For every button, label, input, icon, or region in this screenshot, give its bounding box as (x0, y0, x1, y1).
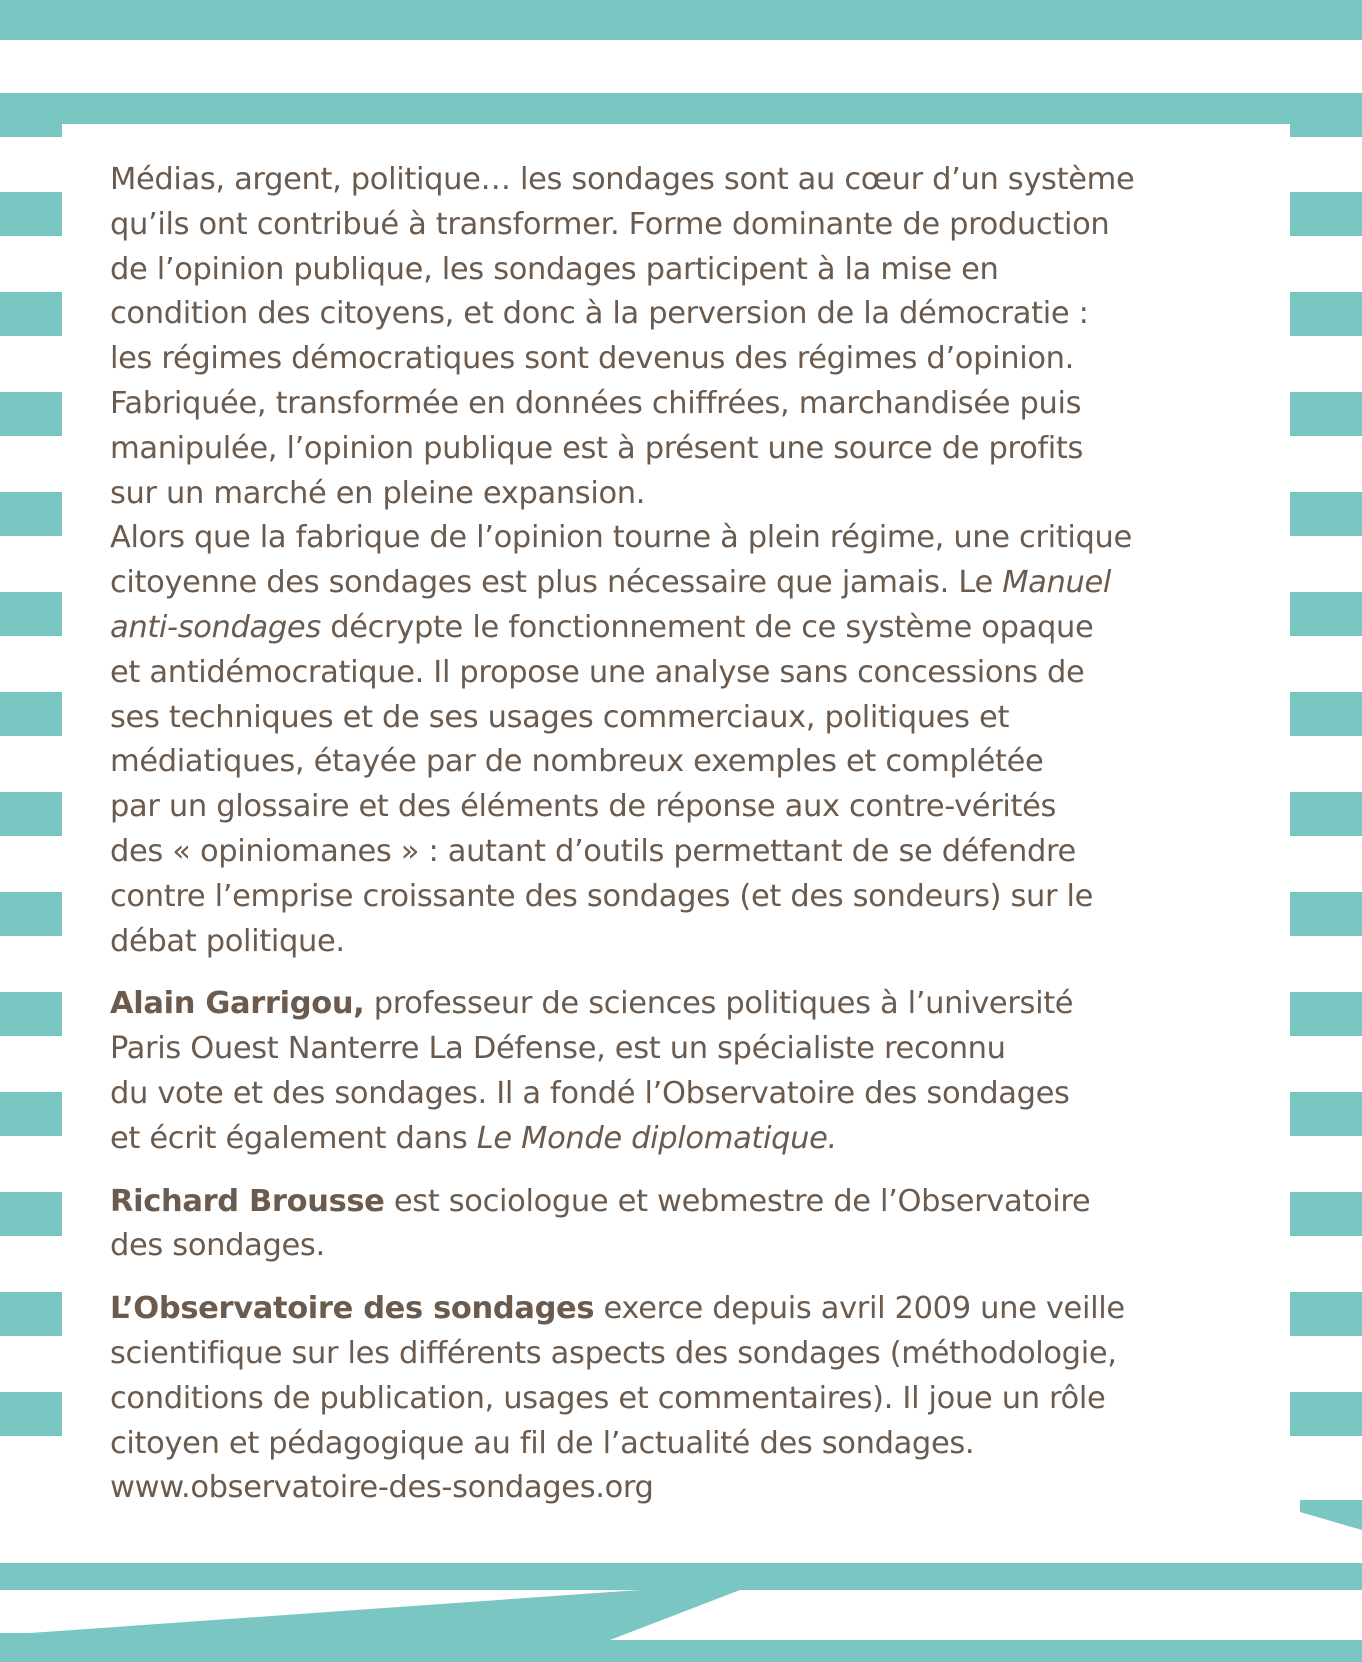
book-title-part1: Manuel (1002, 565, 1112, 601)
text-segment: et écrit également dans (110, 1120, 477, 1156)
text-line: citoyen et pédagogique au fil de l’actualité des sondages. (110, 1425, 975, 1461)
paragraph-observatoire (110, 1287, 1270, 1511)
text-line: sur un marché en pleine expansion. (110, 475, 646, 511)
bottom-band (0, 1563, 1362, 1662)
website-url: www.observatoire-des-sondages.org (110, 1470, 654, 1506)
text-line: manipulée, l’opinion publique est à présent une source de profits (110, 430, 1084, 466)
text-segment: exerce depuis avril 2009 une veille (594, 1291, 1125, 1327)
text-line: qu’ils ont contribué à transformer. Forme dominante de production (110, 206, 1110, 242)
text-line: et antidémocratique. Il propose une analyse sans concessions de (110, 654, 1085, 690)
bottom-right-arrow (1300, 1500, 1362, 1530)
text-line (110, 561, 1270, 606)
text-line: contre l’emprise croissante des sondages (et des sondeurs) sur le (110, 878, 1094, 914)
text-line (110, 1287, 1270, 1332)
text-segment: citoyenne des sondages est plus nécessaire que jamais. Le (110, 565, 1003, 601)
text-line: débat politique. (110, 923, 345, 959)
text-line: scientifique sur les différents aspects des sondages (méthodologie, (110, 1335, 1117, 1371)
text-line: de l’opinion publique, les sondages participent à la mise en (110, 251, 999, 287)
text-segment: est sociologue et webmestre de l’Observatoire (384, 1183, 1091, 1219)
back-cover-text (110, 158, 1270, 1511)
text-line: médiatiques, étayée par de nombreux exemples et complétée (110, 744, 1044, 780)
book-title-part2: anti-sondages (110, 609, 321, 645)
text-segment: décrypte le fonctionnement de ce système opaque (320, 609, 1094, 645)
paragraph-description (110, 158, 1270, 964)
text-line: des « opiniomanes » : autant d’outils permettant de se défendre (110, 833, 1076, 869)
text-line: par un glossaire et des éléments de réponse aux contre-vérités (110, 789, 1057, 825)
author-name: Alain Garrigou, (110, 986, 365, 1022)
text-line (110, 606, 1270, 651)
text-line (110, 1180, 1270, 1225)
organization-name: L’Observatoire des sondages (110, 1291, 595, 1327)
text-line: les régimes démocratiques sont devenus des régimes d’opinion. (110, 341, 1074, 377)
text-line: du vote et des sondages. Il a fondé l’Observatoire des sondages (110, 1075, 1070, 1111)
text-line: Paris Ouest Nanterre La Défense, est un spécialiste reconnu (110, 1031, 1006, 1067)
text-line: Médias, argent, politique… les sondages sont au cœur d’un système (110, 162, 1135, 197)
text-line (110, 982, 1270, 1027)
text-line: condition des citoyens, et donc à la perversion de la démocratie : (110, 296, 1089, 332)
text-line: conditions de publication, usages et commentaires). Il joue un rôle (110, 1380, 1106, 1416)
author-name: Richard Brousse (110, 1183, 385, 1219)
paragraph-author-brousse (110, 1180, 1270, 1270)
text-line: ses techniques et de ses usages commerciaux, politiques et (110, 699, 1010, 735)
text-line: des sondages. (110, 1228, 325, 1264)
text-segment: professeur de sciences politiques à l’université (364, 986, 1074, 1022)
publication-title: Le Monde diplomatique. (476, 1120, 837, 1156)
text-line (110, 1117, 1270, 1162)
text-line: Fabriquée, transformée en données chiffrées, marchandisée puis (110, 385, 1082, 421)
text-line: Alors que la fabrique de l’opinion tourne à plein régime, une critique (110, 520, 1132, 556)
paragraph-author-garrigou (110, 982, 1270, 1161)
